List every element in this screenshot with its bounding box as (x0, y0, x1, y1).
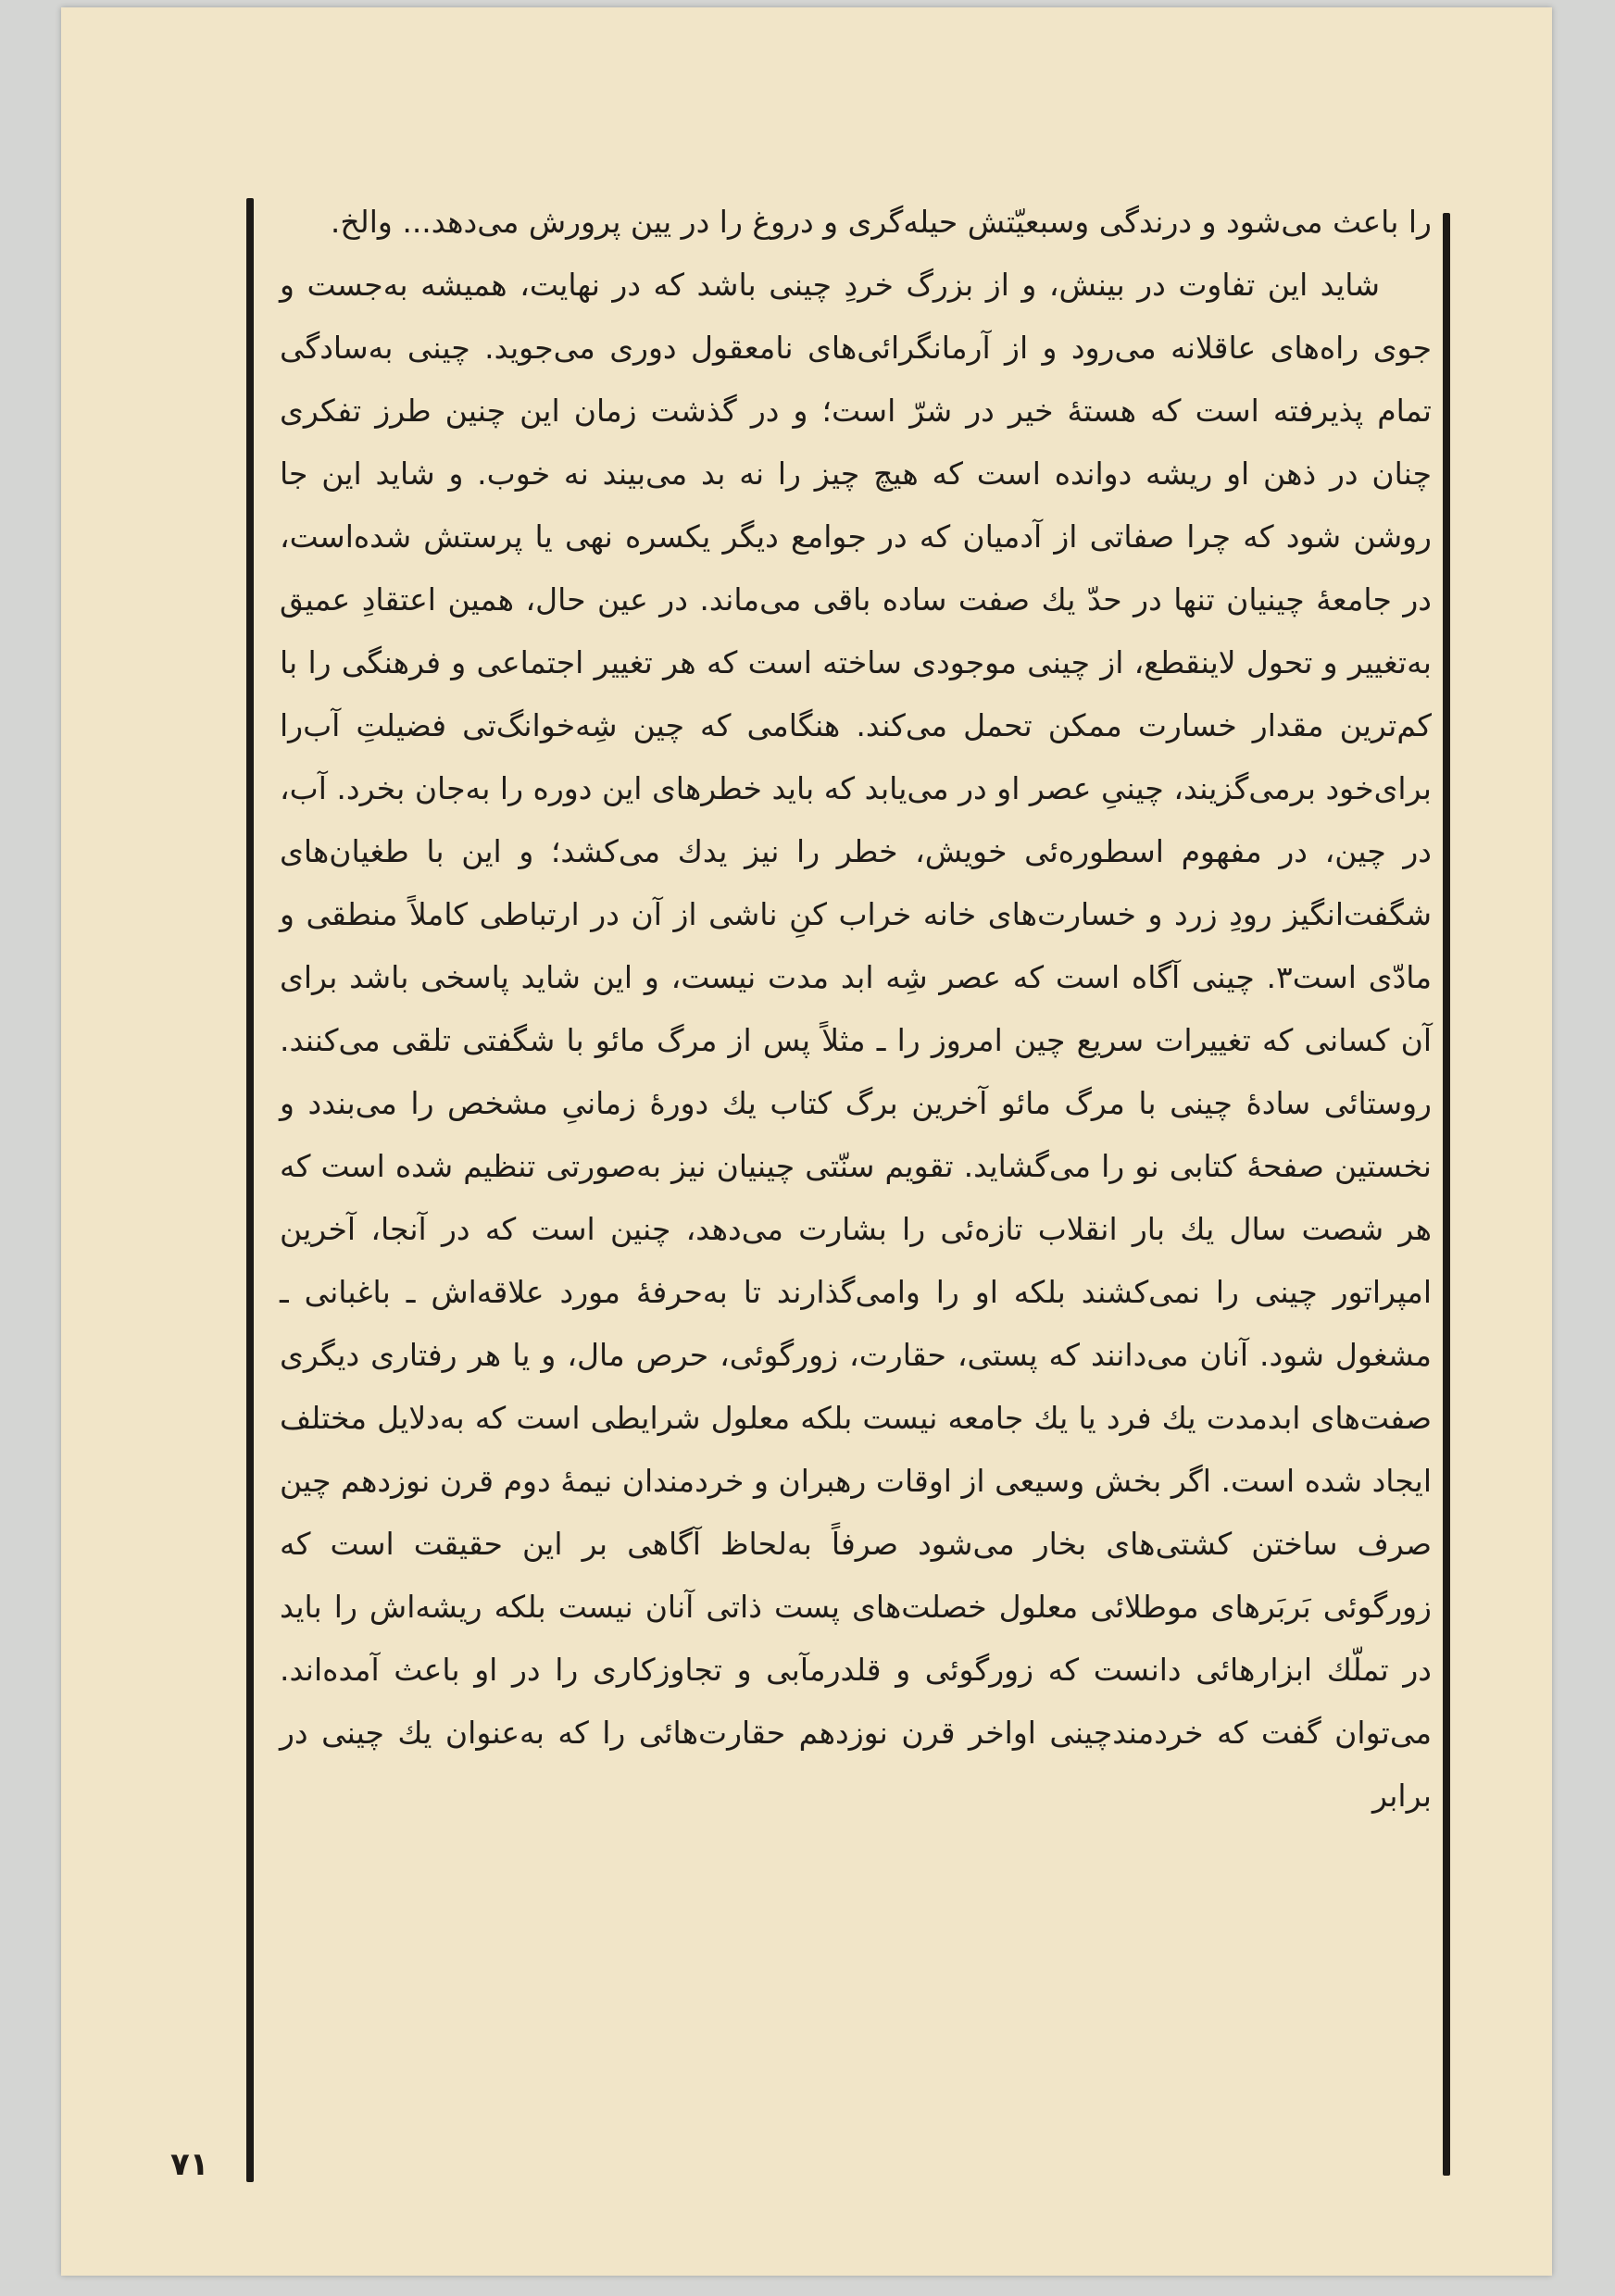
right-margin-rule (1443, 213, 1450, 2176)
body-text (280, 191, 1432, 1828)
book-page (61, 7, 1552, 2276)
page-number: ۷۱ (170, 2146, 209, 2183)
left-margin-rule (246, 198, 254, 2182)
paragraph-continuation: را باعث می‌شود و درندگی وسبعیّتش حیله‌گری و دروغ را در یین پرورش می‌دهد... والخ. (330, 204, 1432, 240)
paragraph-main: شاید این تفاوت در بینش، و از بزرگ خردِ چینی باشد که در نهایت، همیشه به‌جست و جوی راه‌های عاقلانه می‌رود و از آرمانگرائی‌های نامعقول دوری می‌جوید. چینی به‌سادگی تمام پذیرفته است که هستهٔ خیر در شرّ است؛ و در گذشت زمان این چنین طرز تفکری چنان در ذهن او ریشه دوانده است که هیچ چیز را نه بد می‌بیند نه خوب. و شاید این جا روشن شود که چرا صفاتی از آدمیان که در جوامع دیگر یکسره نهی یا پرستش شده‌است، در جامعهٔ چینیان تنها در حدّ یك صفت ساده باقی می‌ماند. در عین حال، همین اعتقادِ عمیق به‌تغییر و تحول لاینقطع، از چینی موجودی ساخته است که هر تغییر اجتماعی و فرهنگی را با کم‌ترین مقدار خسارت ممکن تحمل می‌کند. هنگامی که چین شِه‌خوانگ‌تی فضیلتِ آب‌را برای‌خود برمی‌گزیند، چینیِ عصر او در می‌یابد که باید خطرهای این دوره را به‌جان بخرد. آب، در چین، در مفهوم اسطوره‌ئی خویش، خطر را نیز یدك می‌کشد؛ و این با طغیان‌های شگفت‌انگیز رودِ زرد و خسارت‌های خانه خراب کنِ ناشی از آن در ارتباطی کاملاً منطقی و مادّی است۳. چینی آگاه است که عصر شِه ابد مدت نیست، و این شاید پاسخی باشد برای آن کسانی که تغییرات سریع چین امروز را ـ مثلاً پس از مرگ مائو با شگفتی تلقی می‌کنند. روستائی سادهٔ چینی با مرگ مائو آخرین برگ کتاب یك دورهٔ زمانیِ مشخص را می‌بندد و نخستین صفحهٔ کتابی نو را می‌گشاید. تقویم سنّتی چینیان نیز به‌صورتی تنظیم شده است که هر شصت سال یك بار انقلاب تازه‌ئی را بشارت می‌دهد، چنین است که در آنجا، آخرین امپراتور چینی را نمی‌کشند بلکه او را وامی‌گذارند تا به‌حرفهٔ مورد علاقه‌اش ـ باغبانی ـ مشغول شود. آنان می‌دانند که پستی، حقارت، زورگوئی، حرص مال، و یا هر رفتاری دیگری صفت‌های ابدمدت یك فرد یا یك جامعه نیست بلکه معلول شرایطی است که به‌دلایل مختلف ایجاد شده است. اگر بخش وسیعی از اوقات رهبران و خردمندان نیمهٔ دوم قرن نوزدهم چین صرف ساختن کشتی‌های بخار می‌شود صرفاً به‌لحاظ آگاهی بر این حقیقت است که زورگوئی بَربَرهای موطلائی معلول خصلت‌های پست ذاتی آنان نیست بلکه ریشه‌اش را باید در تملّك ابزارهائی دانست که زورگوئی و قلدرمآبی و تجاوزکاری را در او باعث آمده‌اند. می‌توان گفت که خردمندچینی اواخر قرن نوزدهم حقارت‌هائی را که به‌عنوان یك چینی در برابر (280, 267, 1432, 1814)
